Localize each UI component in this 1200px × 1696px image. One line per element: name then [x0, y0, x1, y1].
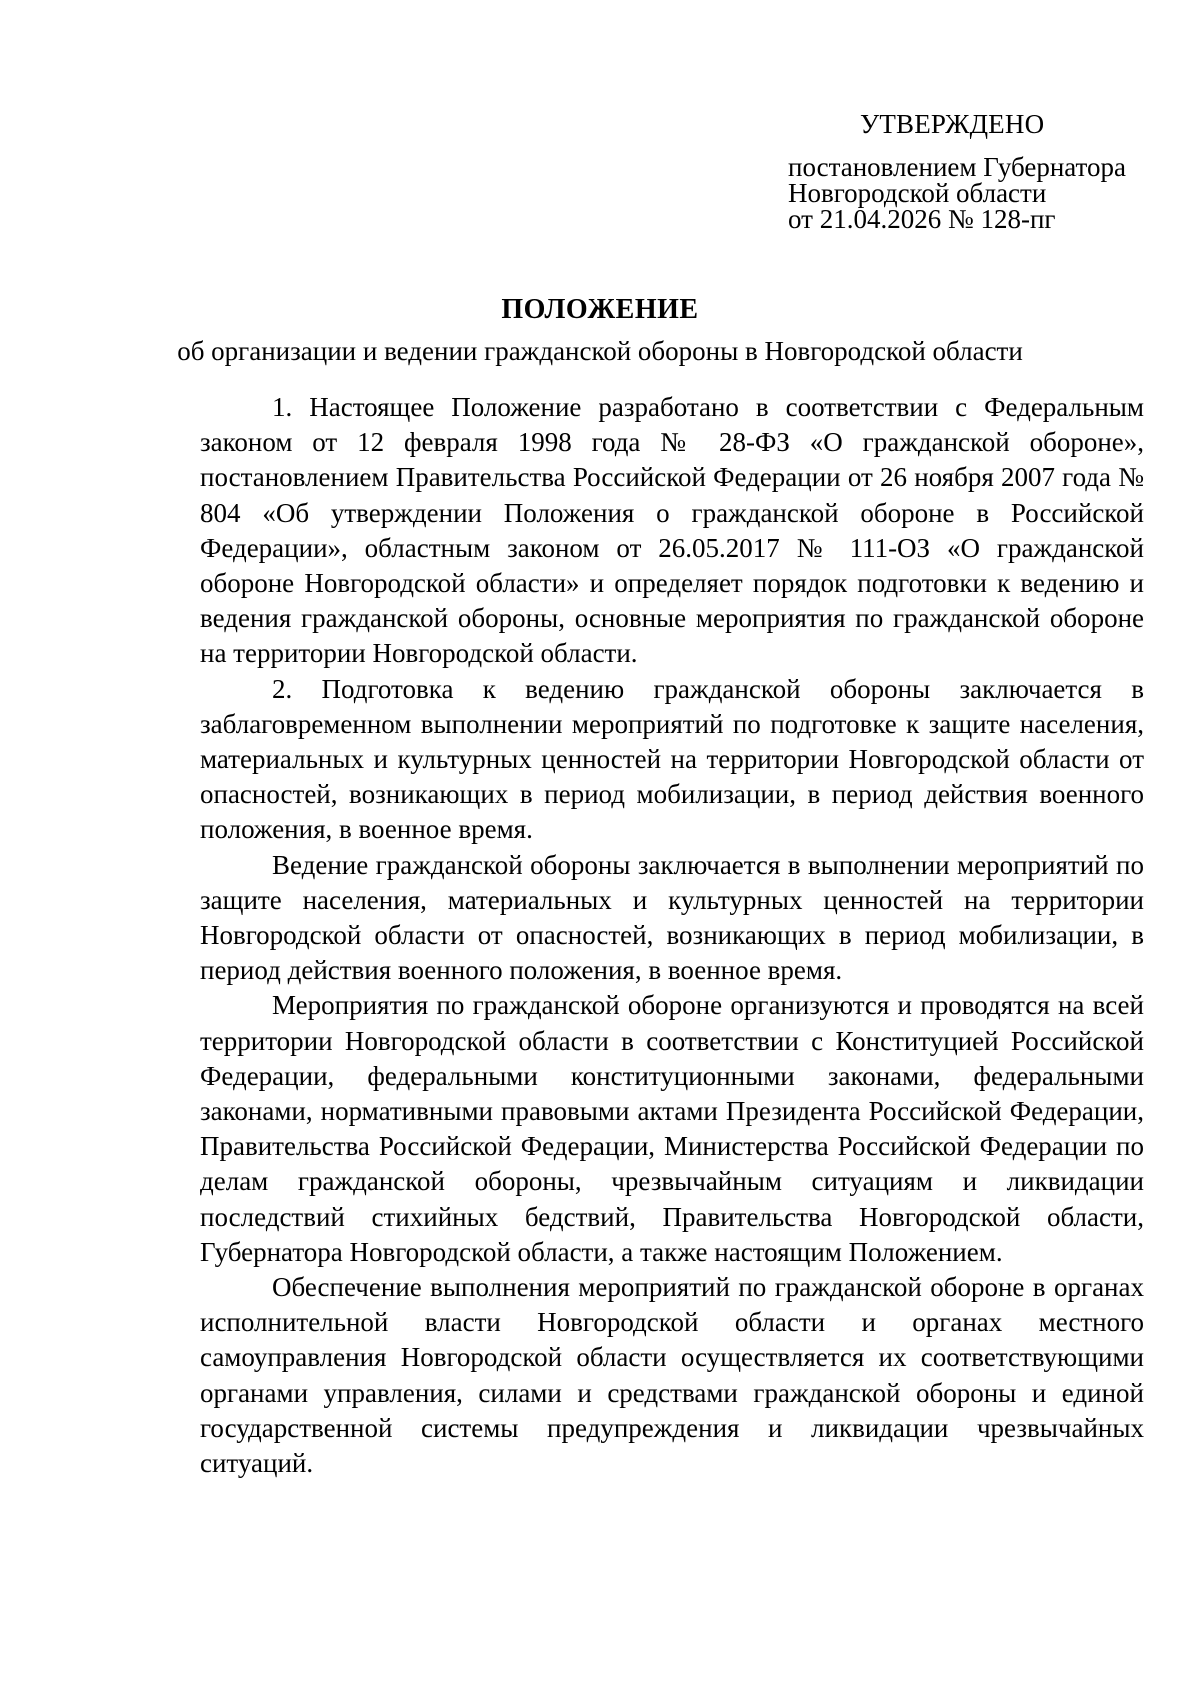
approval-line-date-number: от 21.04.2026 № 128-пг [788, 204, 1056, 234]
document-body [200, 390, 1144, 1481]
approval-line-region: Новгородской области [788, 178, 1047, 208]
approval-line-decree: постановлением Губернатора [788, 152, 1126, 182]
paragraph-1: 1. Настоящее Положение разработано в соответствии с Федеральным законом от 12 февраля 1998 года № 28-ФЗ «О гражданской обороне», постановлением Правительства Российской Федерации от 26 ноября 2007 года № 804 «Об утверждении Положения о гражданской обороне в Российской Федерации», областным законом от 26.05.2017 № 111-ОЗ «О гражданской обороне Новгородской области» и определяет порядок подготовки к ведению и ведения гражданской обороны, основные мероприятия по гражданской обороне на территории Новгородской области. [200, 392, 1144, 669]
paragraph-2: 2. Подготовка к ведению гражданской обороны заключается в заблаговременном выполнении мероприятий по подготовке к защите населения, материальных и культурных ценностей на территории Новгородской области от опасностей, возникающих в период мобилизации, в период действия военного положения, в военное время. [200, 673, 1144, 845]
paragraph-3: Ведение гражданской обороны заключается в выполнении мероприятий по защите населения, материальных и культурных ценностей на территории Новгородской области от опасностей, возникающих в период мобилизации, в период действия военного положения, в военное время. [200, 849, 1144, 986]
approval-title: УТВЕРЖДЕНО [860, 109, 1045, 139]
approval-stamp-block [788, 108, 1148, 232]
document-title: ПОЛОЖЕНИЕ [501, 294, 699, 325]
paragraph-5: Обеспечение выполнения мероприятий по гражданской обороне в органах исполнительной власти Новгородской области и органах местного самоуправления Новгородской области осуществляется их соответствующими органами управления, силами и средствами гражданской обороны и единой государственной системы предупреждения и ликвидации чрезвычайных ситуаций. [200, 1272, 1144, 1479]
paragraph-4: Мероприятия по гражданской обороне организуются и проводятся на всей территории Новгородской области в соответствии с Конституцией Российской Федерации, федеральными конституционными законами, федеральными законами, нормативными правовыми актами Президента Российской Федерации, Правительства Российской Федерации, Министерства Российской Федерации по делам гражданской обороны, чрезвычайным ситуациям и ликвидации последствий стихийных бедствий, Правительства Новгородской области, Губернатора Новгородской области, а также настоящим Положением. [200, 990, 1144, 1267]
document-subtitle: об организации и ведении гражданской обороны в Новгородской области [177, 336, 1023, 366]
